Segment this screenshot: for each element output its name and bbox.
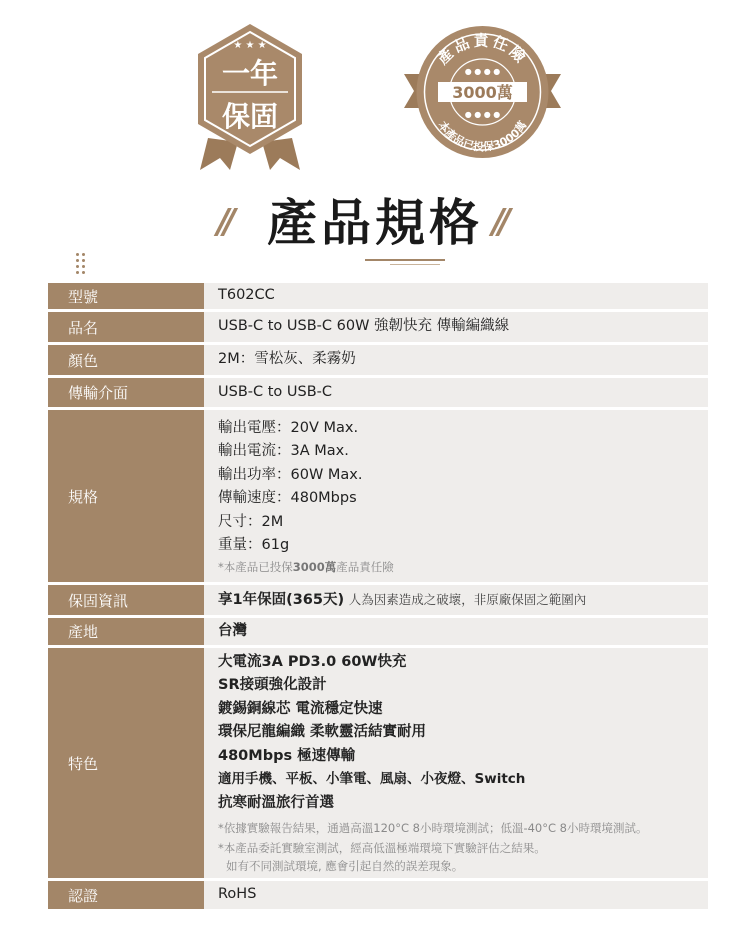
spec-value: RoHS — [218, 886, 257, 903]
feature-line: 適用手機、平板、小筆電、風扇、小夜燈、Switch — [218, 771, 526, 788]
spec-label: 傳輸介面 — [48, 378, 204, 407]
insurance-note: *本產品已投保3000萬產品責任險 — [218, 559, 394, 574]
insurance-badge — [400, 22, 565, 162]
spec-line: 輸出功率：60W Max. — [218, 466, 363, 483]
spec-row-warranty — [48, 585, 708, 615]
spec-table — [48, 283, 708, 912]
insurance-badge-amount: 3000萬 — [452, 83, 513, 102]
spec-line: 輸出電壓：20V Max. — [218, 419, 359, 436]
spec-value: 2M：雪松灰、柔霧奶 — [218, 351, 356, 368]
spec-value: 台灣 — [218, 622, 247, 639]
spec-value: USB-C to USB-C — [218, 383, 333, 400]
decorative-dots — [76, 253, 88, 279]
feature-note: *依據實驗報告結果，通過高溫120°C 8小時環境測試；低溫-40°C 8小時環境測試。 — [218, 821, 648, 836]
spec-label: 規格 — [48, 410, 204, 582]
spec-line: 輸出電流：3A Max. — [218, 443, 349, 459]
spec-line: 傳輸速度：480Mbps — [218, 490, 357, 506]
feature-line: 環保尼龍編織 柔軟靈活結實耐用 — [218, 724, 427, 741]
title-slash-right: // — [492, 202, 505, 242]
spec-label: 認證 — [48, 881, 204, 909]
spec-value: T602CC — [218, 287, 275, 304]
spec-row-certification — [48, 881, 708, 909]
spec-row-features — [48, 648, 708, 878]
feature-line: 抗寒耐溫旅行首選 — [218, 794, 334, 811]
spec-row-color — [48, 345, 708, 375]
insurance-badge-bottom-text: 本產品已投保3000萬 — [435, 118, 530, 154]
feature-line: SR接頭強化設計 — [218, 677, 327, 694]
spec-label: 顏色 — [48, 345, 204, 375]
warranty-main: 享1年保固(365天) — [218, 592, 345, 608]
svg-text:● ● ● ●: ● ● ● ● — [464, 110, 501, 119]
section-title: 產品規格 — [267, 194, 483, 252]
feature-note: 如有不同測試環境, 應會引起自然的誤差現象。 — [226, 859, 464, 874]
spec-label: 型號 — [48, 283, 204, 309]
svg-text:● ● ● ●: ● ● ● ● — [464, 67, 501, 76]
spec-row-model — [48, 283, 708, 309]
spec-label: 保固資訊 — [48, 585, 204, 615]
spec-value: USB-C to USB-C 60W 強韌快充 傳輸編織線 — [218, 318, 510, 335]
title-underline-thin — [390, 264, 440, 265]
warranty-badge — [190, 20, 310, 170]
warranty-badge-line2: 保固 — [221, 100, 279, 133]
spec-row-origin — [48, 618, 708, 645]
spec-label: 品名 — [48, 312, 204, 342]
spec-row-specification — [48, 410, 708, 582]
feature-line: 鍍錫銅線芯 電流穩定快速 — [218, 700, 383, 717]
feature-note: *本產品委託實驗室測試，經高低溫極端環境下實驗評估之結果。 — [218, 841, 546, 856]
spec-label: 特色 — [48, 648, 204, 878]
spec-row-interface — [48, 378, 708, 407]
section-title-area — [0, 188, 750, 268]
warranty-badge-line1: 一年 — [221, 57, 279, 90]
warranty-sub: 人為因素造成之破壞，非原廠保固之範圍內 — [348, 592, 587, 607]
insurance-badge-top-text: 產品責任險 — [433, 31, 532, 68]
title-slash-left: // — [217, 202, 230, 242]
spec-label: 產地 — [48, 618, 204, 645]
feature-line: 480Mbps 極速傳輸 — [218, 747, 356, 764]
svg-text:★ ★ ★: ★ ★ ★ — [233, 40, 267, 51]
spec-row-name — [48, 312, 708, 342]
title-underline — [365, 259, 445, 261]
feature-line: 大電流3A PD3.0 60W快充 — [218, 653, 407, 670]
spec-line: 尺寸：2M — [218, 513, 284, 530]
spec-line: 重量：61g — [218, 537, 290, 553]
